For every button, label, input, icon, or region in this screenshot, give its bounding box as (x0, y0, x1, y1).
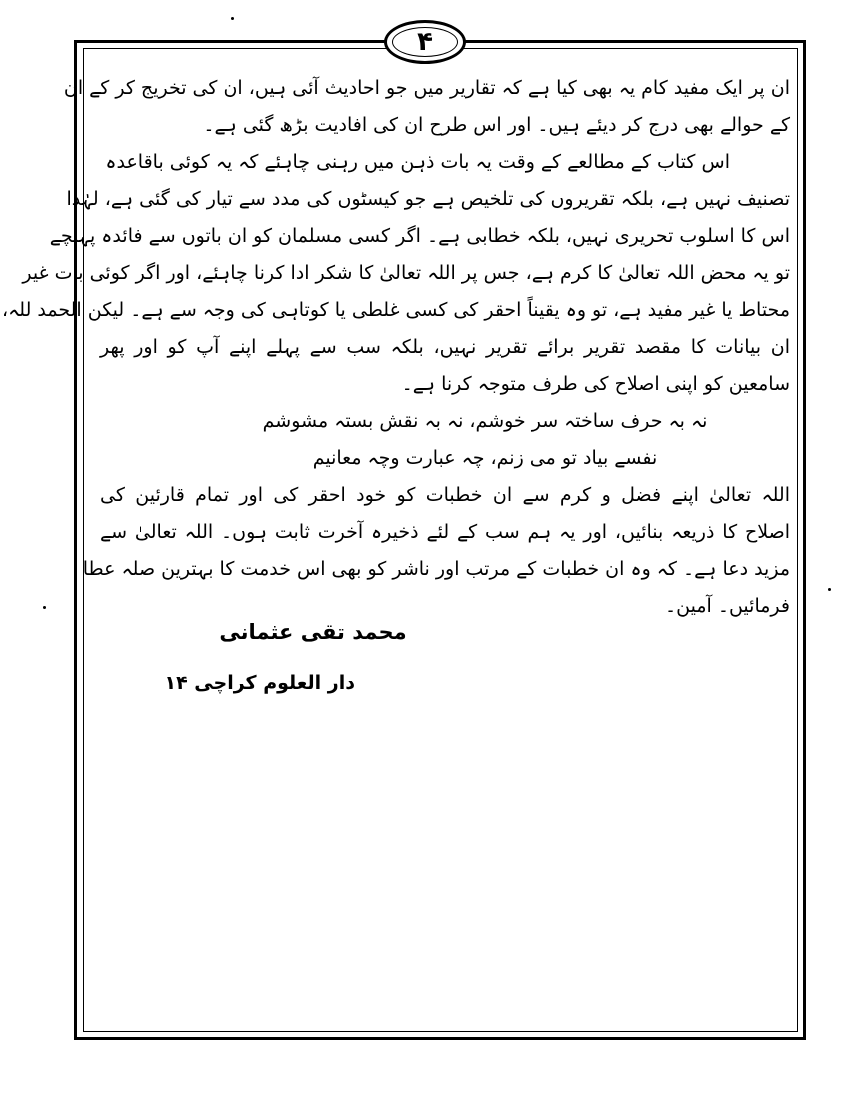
scan-speck (43, 606, 46, 609)
text-line: تصنیف نہیں ہے، بلکہ تقریروں کی تلخیص ہے جو کیسٹوں کی مدد سے تیار کی گئی ہے، لہٰذا (66, 188, 790, 210)
scan-speck (231, 17, 234, 20)
text-line: اصلاح کا ذریعہ بنائیں، اور یہ ہم سب کے لئے ذخیرہ آخرت ثابت ہوں۔ اللہ تعالیٰ سے (100, 521, 790, 543)
scan-speck (828, 588, 831, 591)
text-line: سامعین کو اپنی اصلاح کی طرف متوجہ کرنا ہے۔ (401, 373, 790, 395)
signature-name: محمد تقی عثمانی (219, 620, 407, 644)
text-line: تو یہ محض اللہ تعالیٰ کا کرم ہے، جس پر اللہ تعالیٰ کا شکر ادا کرنا چاہئے، اور اگر کوئی بات غیر (22, 262, 790, 284)
text-line: فرمائیں۔ آمین۔ (665, 595, 790, 617)
text-line: ان بیانات کا مقصد تقریر برائے تقریر نہیں، بلکہ سب سے پہلے اپنے آپ کو اور پھر (100, 336, 790, 358)
text-line: اللہ تعالیٰ اپنے فضل و کرم سے ان خطبات کو خود احقر کی اور تمام قارئین کی (100, 484, 790, 506)
text-line: مزید دعا ہے۔ کہ وہ ان خطبات کے مرتب اور ناشر کو بھی اس خدمت کا بہترین صلہ عطا (82, 558, 790, 580)
text-line: اس کا اسلوب تحریری نہیں، بلکہ خطابی ہے۔ اگر کسی مسلمان کو ان باتوں سے فائدہ پہنچے (49, 225, 790, 247)
text-line: اس کتاب کے مطالعے کے وقت یہ بات ذہن میں رہنی چاہئے کہ یہ کوئی باقاعدہ (105, 151, 730, 173)
text-line: ان پر ایک مفید کام یہ بھی کیا ہے کہ تقاریر میں جو احادیث آئی ہیں، ان کی تخریج کر کے ان (63, 77, 790, 99)
text-line: کے حوالے بھی درج کر دیئے ہیں۔ اور اس طرح ان کی افادیت بڑھ گئی ہے۔ (203, 114, 790, 136)
page-number: ۴ (417, 27, 433, 57)
signature-place: دار العلوم کراچی ۱۴ (164, 672, 355, 694)
body-text (2, 70, 790, 625)
text-line: محتاط یا غیر مفید ہے، تو وہ یقیناً احقر کی کسی غلطی یا کوتاہی کی وجہ سے ہے۔ لیکن الحمد للہ، (2, 299, 790, 321)
page-number-oval (392, 27, 458, 57)
page-number-badge (384, 20, 466, 64)
couplet-line: نفسے بیاد تو می زنم، چہ عبارت وچہ معانیم (312, 447, 658, 469)
couplet-line: نہ بہ حرف ساختہ سر خوشم، نہ بہ نقش بستہ مشوشم (262, 410, 708, 432)
